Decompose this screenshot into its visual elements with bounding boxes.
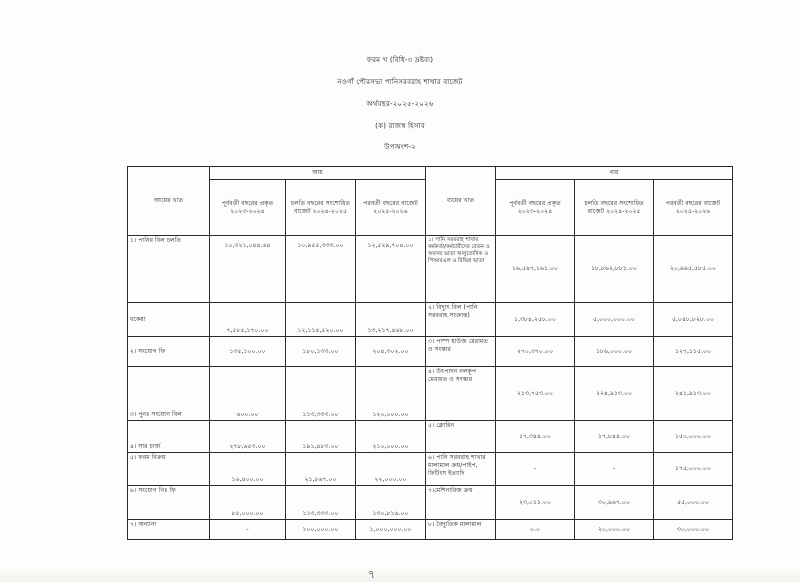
table-row [128,486,733,520]
income-next-budget: ১৩০,৮১৬.০০ [356,486,426,520]
income-item: ৭। অন্যান্য [128,520,210,540]
expense-next-budget: ১৫০,০০০.০০ [654,421,733,453]
expense-item: ৩। পাম্প হাউজ মেরামত ও সংস্কার [426,337,496,367]
income-item: বকেয়া [128,303,210,337]
expense-prev-actual: ১৬,৫৯৭,১৬১.০০ [496,236,575,303]
expense-item: ২। বিদ্যুৎ বিল (পানি সরবরাহ সংক্রান্ত) [426,303,496,337]
income-prev-actual: ৭,৫৮৫,১৭০.০০ [210,303,286,337]
expense-item: ১। পানি সরবরাহ শাখার কর্মকর্তা/কর্মচারীদের বেতন ও অবসর ভাতা আনুতোষিক ও পিআরএল ও বিভিন্ন ভাতা [426,236,496,303]
expense-prev-actual: ২৭০,৩৭০.০০ [496,337,575,367]
income-next-budget: ১,০০০,০০০.০০ [356,520,426,540]
income-current-revised: ১১৩,৩৩৩.০০ [286,486,356,520]
table-row [128,367,733,421]
income-head-header: আয়ের খাত [128,167,210,236]
expense-item: ৭।মেশিনারিজ ক্রয় [426,486,496,520]
scan-bottom-edge [0,566,800,582]
expense-prev-actual: ২৩,০১১.০০ [496,486,575,520]
income-item: ৪। সার চার্জ [128,421,210,453]
income-item: ১। পানির বিল চলতি [128,236,210,303]
income-item: ২। সংযোগ ফি [128,337,210,367]
expense-next-budget: ১২৭,১১৫.০০ [654,337,733,367]
expense-next-budget: ১৭৫,০০০.০০ [654,453,733,486]
income-current-revised: ১৯১,৪৮৩.০০ [286,421,356,453]
expense-item: ৬। পানি সরবরাহ শাখার মালামাল ক্রয়/পাইপ, ফিটিংস ইত্যাদি [426,453,496,486]
table-row [128,520,733,540]
expense-current-revised: ১৮,৮৬২,৮৮১.০০ [575,236,654,303]
expense-prev-actual: ০.০ [496,520,575,540]
income-prev-actual: ১০,৩২১,০৪৪.৬৪ [210,236,286,303]
expense-current-revised: - [575,453,654,486]
income-current-revised: ১০০,০০০.০০ [286,520,356,540]
expense-current-revised: ১৮৬,০০০.০০ [575,337,654,367]
document-title: নওগাঁ পৌরসভা পানিসরবরাহ শাখার বাজেট [337,78,463,86]
table-row [128,453,733,486]
income-prev-actual: ১৩৫,১০০.০০ [210,337,286,367]
page-number: ৭ [368,568,376,581]
budget-table [127,166,733,540]
income-next-budget: ২২,০০০.০০ [356,453,426,486]
table-row [128,236,733,303]
form-reference: ফরম খ (বিধি-৩ দ্রষ্টব্য) [366,56,434,64]
income-group-header: আয় [210,167,426,180]
table-row [128,421,733,453]
income-prev-actual: ১৬,৪০০.০০ [210,453,286,486]
expense-current-revised: ৩০,৯৬৭.০০ [575,486,654,520]
income-current-revised: ১০,৯৫৫,৩৩৩.০০ [286,236,356,303]
expense-prev-actual-header: পূর্ববর্তী বছরের প্রকৃত ২০২৩-২০২৪ [496,180,575,236]
subpart-label: উপঅংশ-২ [384,143,416,151]
income-next-budget: ১২০,০০০.০০ [356,367,426,421]
income-prev-actual: ২৭৮,৬৫৩.০০ [210,421,286,453]
income-prev-actual: ৬০০.০০ [210,367,286,421]
income-current-revised: ১৮০,১৩৩.০০ [286,337,356,367]
income-item: ৫। ফরম বিক্রয় [128,453,210,486]
expense-current-revised: ৫,০০০,০০০.০০ [575,303,654,337]
expense-next-budget: ৫৫,০০০.০০ [654,486,733,520]
income-next-budget-header: পরবর্তী বছরের বাজেট ২০২৫-২০২৬ [356,180,426,236]
income-item: ৩। পুনঃ সংযোগ বিল [128,367,210,421]
expense-head-header: ব্যয়ের খাত [426,167,496,236]
expense-prev-actual: - [496,453,575,486]
expense-item: ৫। ক্লোরিন [426,421,496,453]
expense-current-revised: ১৭,৮৪৪.০০ [575,421,654,453]
income-item: ৬। সংযোগ নিঃ ফি [128,486,210,520]
expense-prev-actual: ২১৩,৭৫৩.০০ [496,367,575,421]
expense-next-budget: ২০,৯৯৫,৫৮৫.০০ [654,236,733,303]
table-row [128,303,733,337]
income-current-revised-header: চলতি বছরের সংশোধিত বাজেট ২০২৪-২০২৫ [286,180,356,236]
income-next-budget: ২১০,০০০.০০ [356,421,426,453]
expense-current-revised: ২০,০০০.০০ [575,520,654,540]
table-row [128,337,733,367]
income-current-revised: ১১৩,৩৩৩.০০ [286,367,356,421]
expense-next-budget: ৫,০৪৮,৮২৮.০০ [654,303,733,337]
expense-next-budget: ৩০,০০০.০০ [654,520,733,540]
expense-next-budget-header: পরবর্তী বছরের বাজেট ২০২৫-২০২৬ [654,180,733,236]
income-current-revised: ২১,৮৬৭.০০ [286,453,356,486]
fiscal-year: অর্থবছর-২০২৫-২০২৬ [366,100,434,108]
income-next-budget: ১৩,২১৭,৪৬৮.০০ [356,303,426,337]
expense-current-revised-header: চলতি বছরের সংশোধিত বাজেট ২০২৪-২০২৫ [575,180,654,236]
income-prev-actual: - [210,520,286,540]
expense-item: ৪। উৎপাদন নলকূপ মেরামত ও সংস্কার [426,367,496,421]
expense-prev-actual: ১৭,৩৪৪.০০ [496,421,575,453]
expense-prev-actual: ১,৩৮৪,২৫৮.০০ [496,303,575,337]
expense-next-budget: ২৪১,৯১৩.০০ [654,367,733,421]
income-prev-actual: ৮৫,০০০.০০ [210,486,286,520]
expense-current-revised: ২২৪,৯১৩.০০ [575,367,654,421]
section-label: (ক) রাজস্ব হিসাব [375,122,425,130]
income-next-budget: ১২,৫২৯,৭০৪.০০ [356,236,426,303]
income-next-budget: ২০৪,৩০২.০০ [356,337,426,367]
expense-group-header: ব্যয় [496,167,733,180]
income-prev-actual-header: পূর্ববর্তী বছরের প্রকৃত ২০২৩-২০২৪ [210,180,286,236]
income-current-revised: ১২,১১৫,৫২০.০০ [286,303,356,337]
expense-item: ৮। বৈদ্যুতিক মালামাল [426,520,496,540]
